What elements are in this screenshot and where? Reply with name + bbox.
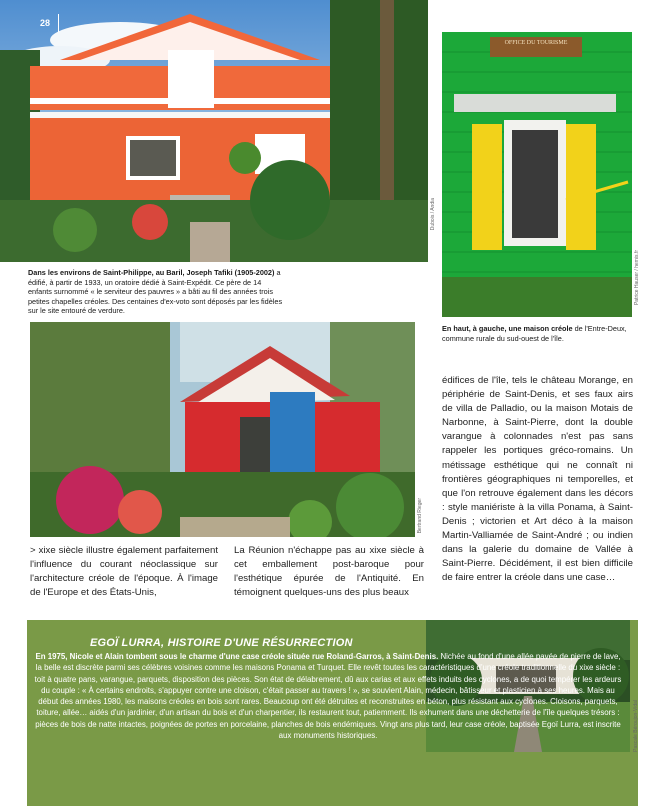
- body-column-3: [442, 374, 633, 585]
- page-number: 28: [40, 18, 51, 28]
- caption-left-bold: Dans les environs de Saint-Philippe, au Baril, Joseph Tafiki (1905-2002): [28, 268, 275, 277]
- photo-credit-3: Bertrand Rieger: [417, 498, 423, 534]
- sidebar-title: EGOÏ LURRA, HISTOIRE D'UNE RÉSURRECTION: [90, 637, 353, 649]
- photo-red-chapel: [30, 322, 415, 537]
- caption-chapel-photo: [28, 268, 283, 316]
- office-sign-text: OFFICE DU TOURISME: [504, 40, 568, 46]
- photo-credit-4: Pascale Béroujon-Vidal: [633, 700, 639, 752]
- sidebar-lead: En 1975, Nicole et Alain tombent sous le charme d'une case créole située rue Roland-Garros, à Saint-Denis.: [35, 652, 439, 661]
- sidebar-body: Nichée au fond d'une allée pavée de pierre de lave, la belle est discrète parmi ses célèbres voisines comme les maisons Ponama et Turquet. Elle revêt toutes les caractéristiques d'une créole traditionnelle du xixe siècle : toit à quatre pans, varangue, parquets, disposition des pièces. Son état de délabrement, dû aux carias et aux effets induits des cyclones, a de quoi tempérer les ardeurs du couple : « À certains endroits, s'appuyer contre une cloison, c'était passer au travers ! », se souvient Alain, médecin, bâtisseur et plasticien à ses heures. Mais au début des années 1980, les maisons créoles en bois sont rares. Beaucoup ont été détruites et reconstruites en béton, plus résistant aux cyclones. Cloisons, parquets, toiture, allée… aidés d'un jardinier, d'un artisan du bois et d'un charpentier, ils restaurent tout, patiemment. Ils exhument dans une déchetterie de l'île quelques trésors : pièces de bois de natte intactes, poignées de portes en porcelaine, planches de bois endémiques. Vingt ans plus tard, leur case créole, baptisée Egoï Lurra, est inscrite aux monuments historiques.: [34, 652, 622, 741]
- caption-creole-house: [442, 324, 632, 343]
- body-column-3-text: édifices de l'île, tels le château Morange, en périphérie de Saint-Denis, et ses faux airs de villa de Palladio, ou la maison Motais de Narbonne, à Saint-Pierre, dont la double varangue à colonnades n'est pas sans rappeler les portiques gréco-romains. Un métissage esthétique qui ne connaît ni frontières géographiques ni temporelles, et que l'on retrouve également dans les décors : style maniériste à la villa Ponama, à Saint-Denis ; victorien et Art déco à la maison Martin-Valliamée de Saint-André ; ou indien dans la galerie du domaine de Vallée à Saint-Pierre. Décidément, il est bien difficile de faire entrer la créole dans une case…: [442, 375, 633, 584]
- photo-orange-creole-house: [0, 0, 428, 262]
- photo-credit-2: Patrice Hauser / hemis.fr: [634, 250, 640, 306]
- caption-right-bold: En haut, à gauche, une maison créole: [442, 324, 573, 333]
- photo-credit-1: Dubois / Andia: [430, 198, 436, 231]
- photo-green-tourism-office: [442, 32, 632, 317]
- body-column-2: [234, 544, 424, 600]
- body-column-1-text: > xixe siècle illustre également parfaitement l'influence du courant néoclassique sur l'architecture créole de l'époque. À l'image de l'Europe et des États-Unis,: [30, 545, 218, 599]
- sidebar-text: [34, 651, 622, 741]
- body-column-1: [30, 544, 218, 600]
- page-number-divider: [58, 14, 59, 32]
- caption-right-text: de l'Entre-Deux, commune rurale du sud-ouest de l'île.: [442, 324, 627, 343]
- body-column-2-text: La Réunion n'échappe pas au xixe siècle à cet emballement post-baroque pour l'esthétique épurée de l'Antiquité. En témoignent quelques-uns des plus beaux: [234, 545, 424, 599]
- caption-left-text: a édifié, à partir de 1933, un oratoire dédié à Saint-Expédit. Ce père de 14 enfants surnommé « le serviteur des pauvres » a bâti au fil des années trois petites chapelles créoles. Des centaines d'ex-voto sont déposés par les fidèles sur le site entouré de verdure.: [28, 268, 283, 316]
